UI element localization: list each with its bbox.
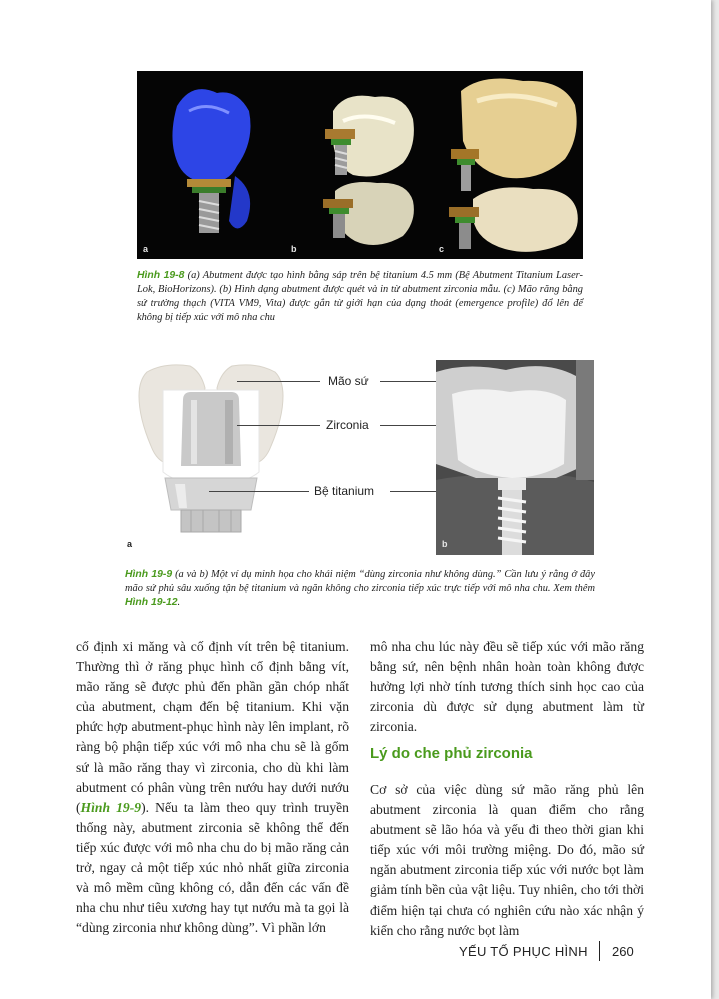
panel-label-a: a bbox=[143, 244, 149, 254]
right-column-paragraph-2 bbox=[370, 780, 644, 941]
right-column-para-1-text: mô nha chu lúc này đều sẽ tiếp xúc với mão răng bằng sứ, nên bệnh nhân hoàn toàn không được hưởng lợi nhờ tính tương thích sinh học cao của zirconia dù được sử dụng abutment làm từ zirconia. bbox=[370, 639, 644, 735]
figure-19-8-photo bbox=[137, 71, 583, 259]
right-column-para-2-text: Cơ sở của việc dùng sứ mão răng phủ lên abutment zirconia là quan điểm cho rằng abutment sẽ lão hóa và yếu đi theo thời gian khi tiếp xúc với môi trường miệng. Do đó, mão sứ ngăn abutment zirconia tiếp xúc với nước bọt làm giảm tính bền của vật liệu. Tuy nhiên, cho tới thời điểm hiện tại chưa có nghiên cứu nào xác nhận ý kiến cho rằng nước bọt làm bbox=[370, 782, 644, 938]
figure-19-9-reference: Hình 19-9 bbox=[80, 799, 142, 815]
footer-separator bbox=[599, 941, 600, 961]
figure-19-8-caption-text: (a) Abutment được tạo hình bằng sáp trên bệ titanium 4.5 mm (Bệ Abutment Titanium Laser-Lok, BioHorizons). (b) Hình dạng abutment được quét và in từ abutment zirconia mẫu. (c) Mão răng bằng sứ trường thạch (VITA VM9, Vita) được gắn từ giới hạn của dạng thoát (emergence profile) đổ lên để không bị tiếp xúc với mô nha chu bbox=[137, 270, 583, 323]
figure-19-8-caption-label: Hình 19-8 bbox=[137, 270, 185, 281]
wax-abutment-illustration bbox=[137, 71, 285, 259]
callout-line-base bbox=[209, 491, 309, 492]
figure-19-9-caption-label: Hình 19-9 bbox=[125, 569, 173, 580]
left-column-text bbox=[76, 637, 349, 938]
porcelain-crown-illustration bbox=[433, 71, 583, 259]
callout-crown: Mão sứ bbox=[328, 374, 369, 388]
figure-19-9-caption-text: (a và b) Một ví dụ minh họa cho khái niệm “dùng zirconia như không dùng.” Cần lưu ý rằng ở đây mão sứ phủ sâu xuống tận bệ titanium và ngăn không cho zirconia tiếp xúc trực tiếp với mô nha chu. Xem thêm bbox=[125, 569, 595, 594]
right-column-paragraph-1 bbox=[370, 637, 644, 737]
panel-label-c: c bbox=[439, 244, 445, 254]
figure-19-8-panel-c bbox=[433, 71, 583, 259]
callout-base: Bệ titanium bbox=[314, 484, 375, 498]
callout-line-zirconia-xray bbox=[380, 425, 436, 426]
panel-label-9a: a bbox=[127, 539, 133, 549]
footer-title: YẾU TỐ PHỤC HÌNH bbox=[459, 944, 588, 959]
callout-line-zirconia bbox=[237, 425, 320, 426]
callout-line-crown-xray bbox=[380, 381, 436, 382]
figure-19-8-panel-a bbox=[137, 71, 285, 259]
left-column-text-part-1: cố định xi măng và cố định vít trên bệ titanium. Thường thì ở răng phục hình cố định bằng vít, mão răng sẽ được phủ đến phần gần chóp nhất của abutment, chạm đến bệ titanium. Khi vặn phức hợp abutment-phục hình này lên implant, rõ ràng bộ phận tiếp xúc với mô nha chu sẽ là gốm sứ là mão răng thay vì zirconia, cho dù khi làm abutment có phân vùng trên nướu hay dưới nướu ( bbox=[76, 639, 349, 815]
panel-label-b: b bbox=[291, 244, 297, 254]
figure-19-8-caption bbox=[137, 269, 583, 325]
figure-19-9-radiograph bbox=[436, 360, 594, 555]
callout-zirconia: Zirconia bbox=[326, 418, 369, 432]
panel-label-9b: b bbox=[442, 539, 448, 549]
left-column-text-part-2: ). Nếu ta làm theo quy trình truyền thống này, abutment zirconia sẽ không thể đến tiếp xúc được với mô nha chu do bị mão răng cản trở, ngay cả một tiếp xúc nhỏ nhất giữa zirconia và mô mềm cũng không có, dẫn đến các vấn đề nha chu như tiêu xương hay tụt nướu mà ta gọi là “dùng zirconia như không dùng”. Vì phần lớn bbox=[76, 799, 349, 936]
figure-19-12-reference: Hình 19-12 bbox=[125, 597, 178, 608]
zirconia-coverage-diagram bbox=[125, 360, 425, 555]
zirconia-abutment-illustration bbox=[285, 71, 433, 259]
page-number: 260 bbox=[612, 944, 634, 959]
figure-19-9-caption-end: . bbox=[177, 597, 181, 608]
callout-line-crown bbox=[237, 381, 320, 382]
xray-illustration bbox=[436, 360, 594, 555]
figure-19-9-diagram bbox=[125, 360, 425, 555]
section-heading: Lý do che phủ zirconia bbox=[370, 745, 533, 762]
figure-19-8-panel-b bbox=[285, 71, 433, 259]
figure-19-9-caption bbox=[125, 568, 595, 610]
